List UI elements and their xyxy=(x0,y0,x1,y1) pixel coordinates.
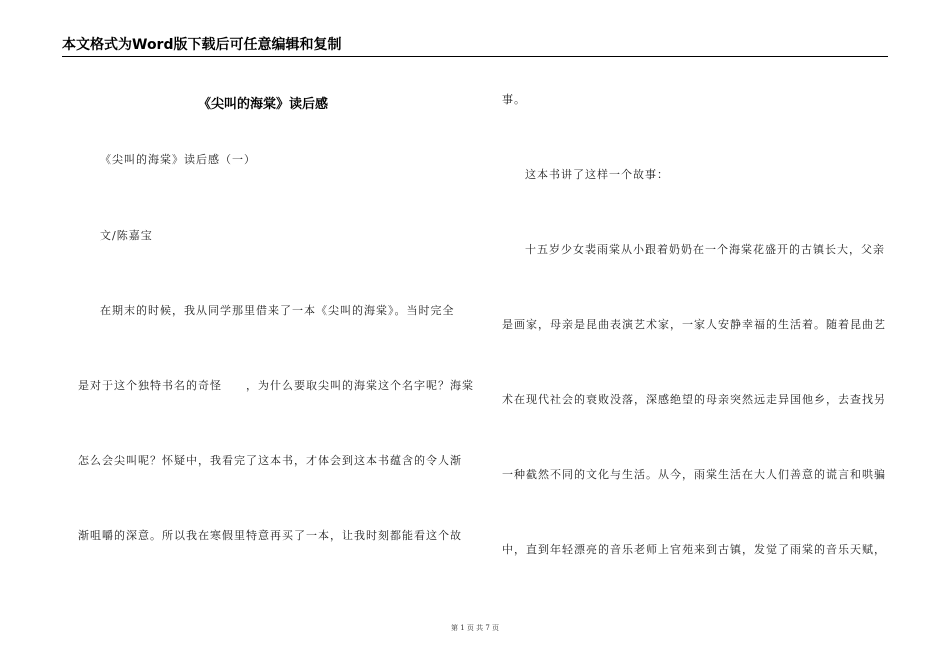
header-divider xyxy=(62,56,888,57)
left-line-4: 是对于这个独特书名的奇怪 ，为什么要取尖叫的海棠这个名字呢？海棠 xyxy=(78,379,474,392)
page-number: 第 1 页 共 7 页 xyxy=(450,624,500,632)
left-line-5: 怎么会尖叫呢？怀疑中，我看完了这本书，才体会到这本书蕴含的令人渐 xyxy=(78,454,462,467)
right-line-3: 十五岁少女裴雨棠从小跟着奶奶在一个海棠花盛开的古镇长大，父亲 xyxy=(525,243,885,256)
right-line-5: 术在现代社会的衰败没落，深感绝望的母亲突然远走异国他乡，去查找另 xyxy=(502,393,886,406)
right-line-4: 是画家，母亲是昆曲表演艺术家，一家人安静幸福的生活着。随着昆曲艺 xyxy=(502,318,886,331)
right-line-7: 中，直到年轻漂亮的音乐老师上官苑来到古镇，发觉了雨棠的音乐天赋， xyxy=(502,543,886,556)
left-line-1: 《尖叫的海棠》读后感（一） xyxy=(100,153,256,166)
right-line-2: 这本书讲了这样一个故事： xyxy=(525,168,669,181)
document-title: 《尖叫的海棠》读后感 xyxy=(198,97,329,112)
left-line-3: 在期末的时候，我从同学那里借来了一本《尖叫的海棠》。当时完全 xyxy=(100,304,455,317)
document-header: 本文格式为Word版下载后可任意编辑和复制 xyxy=(62,37,342,53)
left-line-2: 文/陈嘉宝 xyxy=(100,229,153,242)
right-line-1: 事。 xyxy=(502,93,526,106)
right-line-6: 一种截然不同的文化与生活。从今，雨棠生活在大人们善意的谎言和哄骗 xyxy=(502,468,886,481)
left-line-6: 渐咀嚼的深意。所以我在寒假里特意再买了一本，让我时刻都能看这个故 xyxy=(78,529,462,542)
